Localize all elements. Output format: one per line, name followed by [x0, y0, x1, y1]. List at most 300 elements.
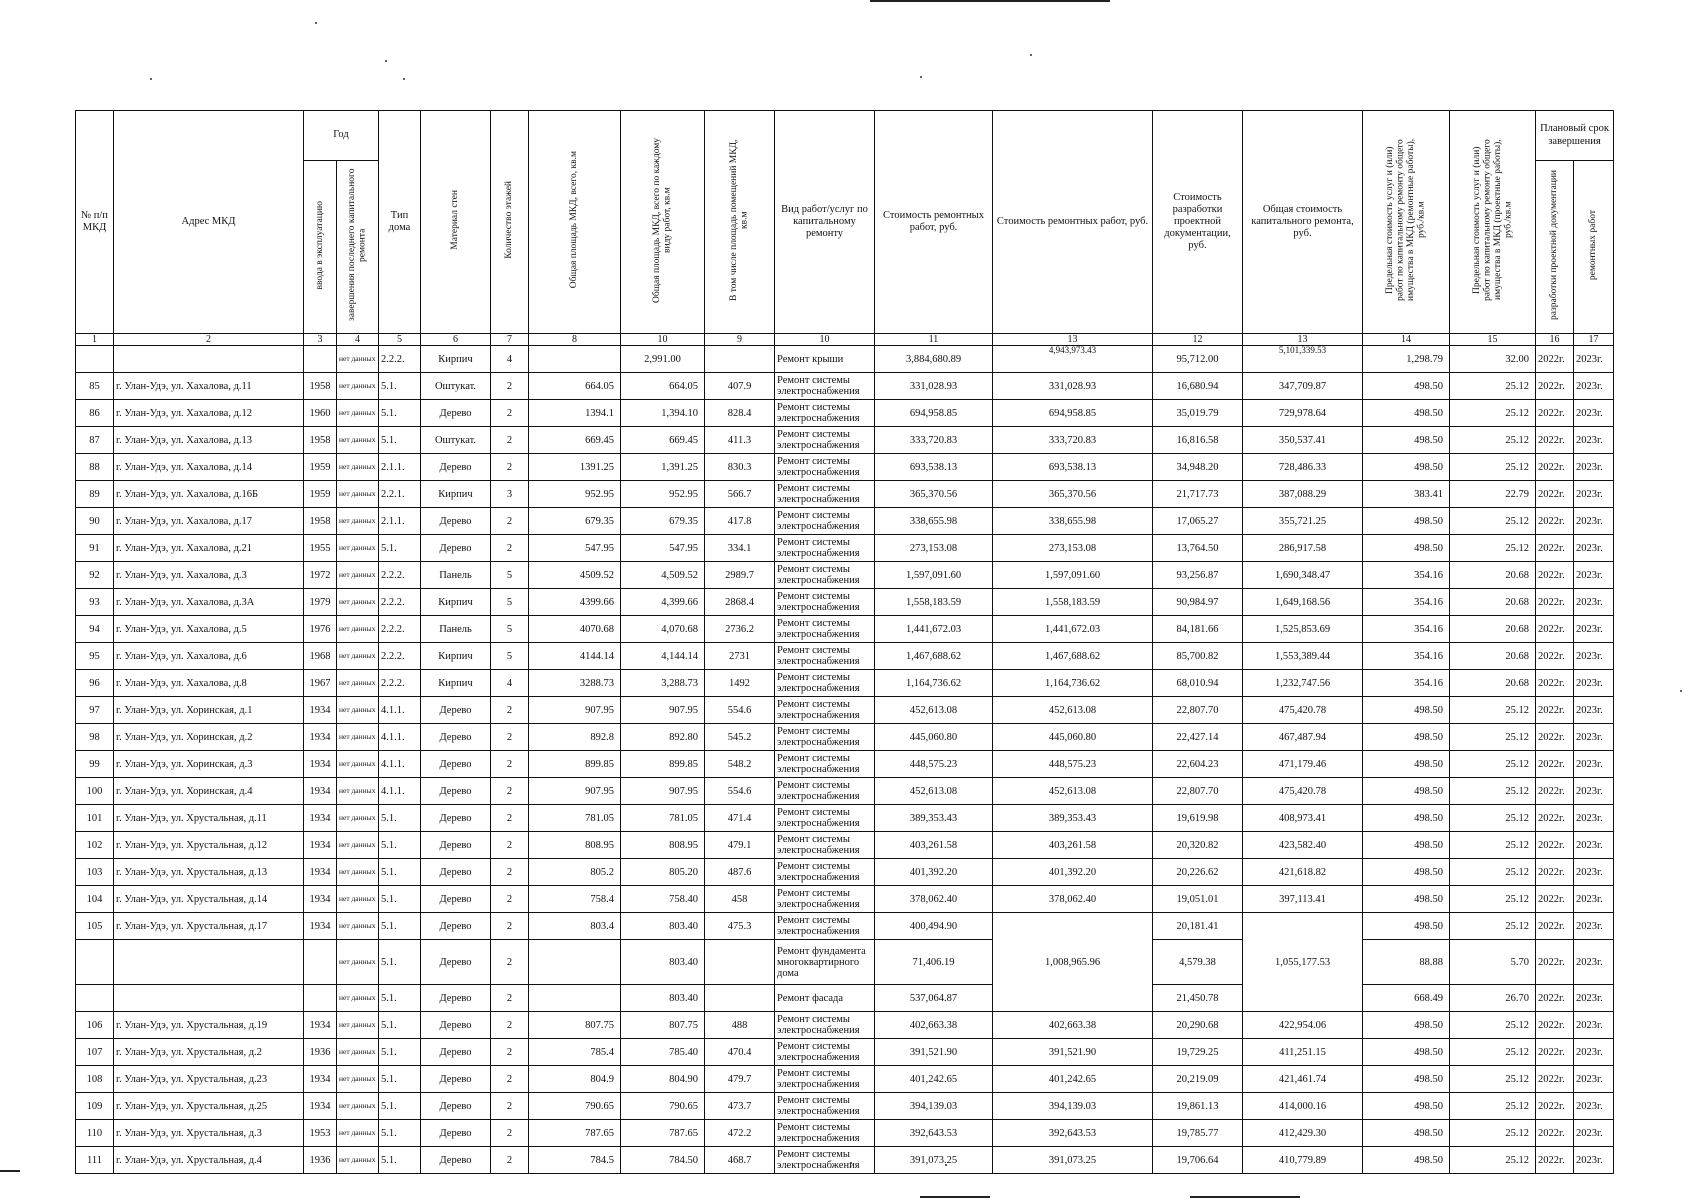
floors-cell: 2	[491, 859, 529, 886]
total-cost-cell: 421,461.74	[1243, 1066, 1363, 1093]
plan-repair-cell: 2023г.	[1574, 427, 1614, 454]
table-row	[76, 751, 1614, 778]
year-cell: 1968	[304, 643, 337, 670]
walls-cell: Кирпич	[421, 670, 491, 697]
last-repair-cell: нет данных	[337, 985, 379, 1012]
premises-cell	[705, 985, 775, 1012]
total-area-cell: 899.85	[529, 751, 621, 778]
plan-repair-cell: 2023г.	[1574, 1147, 1614, 1174]
cost-cell: 401,392.20	[875, 859, 993, 886]
scan-dot	[403, 78, 405, 80]
plan-repair-cell: 2023г.	[1574, 346, 1614, 373]
last-repair-cell: нет данных	[337, 832, 379, 859]
cost2-cell: 273,153.08	[993, 535, 1153, 562]
total-area-cell: 790.65	[529, 1093, 621, 1120]
limit-design-cell: 25.12	[1450, 778, 1536, 805]
type-cell: 2.2.1.	[379, 481, 421, 508]
walls-cell: Оштукат.	[421, 427, 491, 454]
row-number-cell: 97	[76, 697, 114, 724]
design-cell: 21,450.78	[1153, 985, 1243, 1012]
row-number-cell: 96	[76, 670, 114, 697]
cost-cell: 403,261.58	[875, 832, 993, 859]
total-cost-cell: 347,709.87	[1243, 373, 1363, 400]
header-planned-design: разработки проектной документации	[1536, 161, 1574, 334]
premises-cell: 566.7	[705, 481, 775, 508]
type-cell: 5.1.	[379, 859, 421, 886]
cost2-cell: 402,663.38	[993, 1012, 1153, 1039]
total-area-cell: 787.65	[529, 1120, 621, 1147]
limit-design-cell: 25.12	[1450, 805, 1536, 832]
year-cell: 1934	[304, 778, 337, 805]
type-cell: 2.2.2.	[379, 616, 421, 643]
limit-repair-cell: 498.50	[1363, 913, 1450, 940]
limit-design-cell: 25.12	[1450, 859, 1536, 886]
cost2-cell: 378,062.40	[993, 886, 1153, 913]
year-cell: 1934	[304, 832, 337, 859]
type-cell: 5.1.	[379, 373, 421, 400]
limit-repair-cell: 498.50	[1363, 508, 1450, 535]
cost-cell: 1,164,736.62	[875, 670, 993, 697]
walls-cell: Дерево	[421, 1147, 491, 1174]
limit-repair-cell: 498.50	[1363, 859, 1450, 886]
area-cell: 952.95	[621, 481, 705, 508]
floors-cell: 5	[491, 589, 529, 616]
type-cell: 5.1.	[379, 535, 421, 562]
type-cell: 5.1.	[379, 427, 421, 454]
address-cell: г. Улан-Удэ, ул. Хоринская, д.3	[114, 751, 304, 778]
plan-repair-cell: 2023г.	[1574, 643, 1614, 670]
plan-repair-cell: 2023г.	[1574, 985, 1614, 1012]
work-type-cell: Ремонт фасада	[775, 985, 875, 1012]
total-area-cell: 3288.73	[529, 670, 621, 697]
cost2-cell: 401,242.65	[993, 1066, 1153, 1093]
floors-cell: 2	[491, 454, 529, 481]
header-cost-design: Стоимость разработки проектной документации, руб.	[1153, 111, 1243, 334]
premises-cell: 488	[705, 1012, 775, 1039]
row-number-cell: 91	[76, 535, 114, 562]
total-area-cell	[529, 940, 621, 985]
plan-design-cell: 2022г.	[1536, 913, 1574, 940]
row-number-cell: 93	[76, 589, 114, 616]
walls-cell: Панель	[421, 562, 491, 589]
total-cost-cell: 475,420.78	[1243, 697, 1363, 724]
address-cell: г. Улан-Удэ, ул. Хахалова, д.16Б	[114, 481, 304, 508]
limit-design-cell: 25.12	[1450, 1039, 1536, 1066]
year-cell	[304, 940, 337, 985]
floors-cell: 2	[491, 535, 529, 562]
total-cost-cell: 408,973.41	[1243, 805, 1363, 832]
limit-design-cell: 25.12	[1450, 1012, 1536, 1039]
cost2-cell: 1,008,965.96	[993, 913, 1153, 1012]
row-number-cell: 106	[76, 1012, 114, 1039]
limit-design-cell: 20.68	[1450, 589, 1536, 616]
design-cell: 13,764.50	[1153, 535, 1243, 562]
type-cell: 4.1.1.	[379, 697, 421, 724]
floors-cell: 2	[491, 1120, 529, 1147]
table-row	[76, 481, 1614, 508]
address-cell: г. Улан-Удэ, ул. Хрустальная, д.4	[114, 1147, 304, 1174]
scan-dot	[920, 76, 922, 78]
year-cell: 1960	[304, 400, 337, 427]
premises-cell: 472.2	[705, 1120, 775, 1147]
cost2-cell: 1,441,672.03	[993, 616, 1153, 643]
row-number-cell	[76, 940, 114, 985]
total-cost-cell: 397,113.41	[1243, 886, 1363, 913]
walls-cell: Дерево	[421, 886, 491, 913]
total-cost-cell: 728,486.33	[1243, 454, 1363, 481]
premises-cell: 407.9	[705, 373, 775, 400]
limit-design-cell: 25.12	[1450, 535, 1536, 562]
limit-repair-cell: 498.50	[1363, 1012, 1450, 1039]
column-number: 10	[621, 334, 705, 346]
limit-repair-cell: 498.50	[1363, 724, 1450, 751]
premises-cell: 473.7	[705, 1093, 775, 1120]
total-area-cell: 1394.1	[529, 400, 621, 427]
last-repair-cell: нет данных	[337, 724, 379, 751]
floors-cell: 5	[491, 643, 529, 670]
area-cell: 781.05	[621, 805, 705, 832]
header-total-cost: Общая стоимость капитального ремонта, руб.	[1243, 111, 1363, 334]
total-cost-cell: 1,649,168.56	[1243, 589, 1363, 616]
design-cell: 4,579.38	[1153, 940, 1243, 985]
type-cell: 4.1.1.	[379, 724, 421, 751]
type-cell: 5.1.	[379, 1147, 421, 1174]
table-row	[76, 643, 1614, 670]
premises-cell: 828.4	[705, 400, 775, 427]
type-cell: 4.1.1.	[379, 751, 421, 778]
header-year: Год	[304, 111, 379, 161]
plan-repair-cell: 2023г.	[1574, 1120, 1614, 1147]
limit-design-cell: 25.12	[1450, 913, 1536, 940]
cost2-cell: 693,538.13	[993, 454, 1153, 481]
table-row	[76, 427, 1614, 454]
address-cell: г. Улан-Удэ, ул. Хахалова, д.6	[114, 643, 304, 670]
plan-design-cell: 2022г.	[1536, 1093, 1574, 1120]
plan-repair-cell: 2023г.	[1574, 940, 1614, 985]
area-cell: 804.90	[621, 1066, 705, 1093]
limit-repair-cell: 498.50	[1363, 1120, 1450, 1147]
premises-cell: 830.3	[705, 454, 775, 481]
address-cell: г. Улан-Удэ, ул. Хрустальная, д.2	[114, 1039, 304, 1066]
table-row	[76, 535, 1614, 562]
total-area-cell: 892.8	[529, 724, 621, 751]
cost-cell: 1,441,672.03	[875, 616, 993, 643]
work-type-cell: Ремонт системы электроснабжения	[775, 886, 875, 913]
limit-repair-cell: 498.50	[1363, 805, 1450, 832]
cost-cell: 537,064.87	[875, 985, 993, 1012]
column-number: 11	[875, 334, 993, 346]
work-type-cell: Ремонт системы электроснабжения	[775, 859, 875, 886]
cost2-cell: 365,370.56	[993, 481, 1153, 508]
work-type-cell: Ремонт системы электроснабжения	[775, 778, 875, 805]
row-number-cell: 107	[76, 1039, 114, 1066]
total-area-cell: 907.95	[529, 697, 621, 724]
work-type-cell: Ремонт системы электроснабжения	[775, 373, 875, 400]
type-cell: 5.1.	[379, 1093, 421, 1120]
year-cell: 1958	[304, 427, 337, 454]
column-number: 12	[1153, 334, 1243, 346]
work-type-cell: Ремонт системы электроснабжения	[775, 1120, 875, 1147]
plan-design-cell: 2022г.	[1536, 886, 1574, 913]
walls-cell: Дерево	[421, 859, 491, 886]
plan-design-cell: 2022г.	[1536, 697, 1574, 724]
design-cell: 84,181.66	[1153, 616, 1243, 643]
limit-design-cell: 25.12	[1450, 832, 1536, 859]
column-number: 6	[421, 334, 491, 346]
total-area-cell	[529, 985, 621, 1012]
cost2-cell: 1,597,091.60	[993, 562, 1153, 589]
cost2-cell: 1,467,688.62	[993, 643, 1153, 670]
cost2-cell: 389,353.43	[993, 805, 1153, 832]
table-row	[76, 670, 1614, 697]
walls-cell: Дерево	[421, 724, 491, 751]
area-cell: 803.40	[621, 913, 705, 940]
last-repair-cell: нет данных	[337, 454, 379, 481]
work-type-cell: Ремонт системы электроснабжения	[775, 697, 875, 724]
walls-cell: Дерево	[421, 535, 491, 562]
plan-repair-cell: 2023г.	[1574, 913, 1614, 940]
area-cell: 907.95	[621, 778, 705, 805]
design-cell: 17,065.27	[1153, 508, 1243, 535]
year-cell: 1934	[304, 751, 337, 778]
premises-cell: 475.3	[705, 913, 775, 940]
plan-design-cell: 2022г.	[1536, 454, 1574, 481]
premises-cell: 554.6	[705, 778, 775, 805]
table-row	[76, 985, 1614, 1012]
design-cell: 34,948.20	[1153, 454, 1243, 481]
column-number: 2	[114, 334, 304, 346]
year-cell: 1934	[304, 1093, 337, 1120]
plan-design-cell: 2022г.	[1536, 643, 1574, 670]
address-cell: г. Улан-Удэ, ул. Хрустальная, д.3	[114, 1120, 304, 1147]
type-cell: 5.1.	[379, 1012, 421, 1039]
plan-design-cell: 2022г.	[1536, 1066, 1574, 1093]
row-number-cell: 88	[76, 454, 114, 481]
floors-cell: 2	[491, 697, 529, 724]
row-number-cell: 100	[76, 778, 114, 805]
type-cell: 5.1.	[379, 913, 421, 940]
total-area-cell: 4399.66	[529, 589, 621, 616]
design-cell: 35,019.79	[1153, 400, 1243, 427]
total-cost-cell: 1,055,177.53	[1243, 913, 1363, 1012]
total-area-cell: 4509.52	[529, 562, 621, 589]
limit-repair-cell: 498.50	[1363, 427, 1450, 454]
cost-cell: 338,655.98	[875, 508, 993, 535]
cost2-cell: 392,643.53	[993, 1120, 1153, 1147]
cost-cell: 401,242.65	[875, 1066, 993, 1093]
last-repair-cell: нет данных	[337, 751, 379, 778]
total-cost-cell: 423,582.40	[1243, 832, 1363, 859]
row-number-cell: 99	[76, 751, 114, 778]
cost2-cell: 391,073.25	[993, 1147, 1153, 1174]
year-cell: 1934	[304, 724, 337, 751]
premises-cell: 479.7	[705, 1066, 775, 1093]
design-cell: 16,680.94	[1153, 373, 1243, 400]
area-cell: 790.65	[621, 1093, 705, 1120]
cost2-cell: 403,261.58	[993, 832, 1153, 859]
cost-cell: 392,643.53	[875, 1120, 993, 1147]
limit-design-cell: 25.12	[1450, 1120, 1536, 1147]
floors-cell: 3	[491, 481, 529, 508]
last-repair-cell: нет данных	[337, 697, 379, 724]
last-repair-cell: нет данных	[337, 400, 379, 427]
limit-design-cell: 20.68	[1450, 643, 1536, 670]
plan-design-cell: 2022г.	[1536, 1039, 1574, 1066]
total-area-cell: 781.05	[529, 805, 621, 832]
column-number: 13	[993, 334, 1153, 346]
cost2-cell: 445,060.80	[993, 724, 1153, 751]
total-cost-cell: 414,000.16	[1243, 1093, 1363, 1120]
plan-design-cell: 2022г.	[1536, 778, 1574, 805]
table-row	[76, 1147, 1614, 1174]
walls-cell: Дерево	[421, 1066, 491, 1093]
last-repair-cell: нет данных	[337, 1120, 379, 1147]
limit-design-cell: 20.68	[1450, 670, 1536, 697]
table-row	[76, 562, 1614, 589]
total-cost-cell: 729,978.64	[1243, 400, 1363, 427]
premises-cell: 2731	[705, 643, 775, 670]
year-cell: 1972	[304, 562, 337, 589]
row-number-cell: 95	[76, 643, 114, 670]
row-number-cell: 87	[76, 427, 114, 454]
area-cell: 4,144.14	[621, 643, 705, 670]
cost2-cell: 331,028.93	[993, 373, 1153, 400]
floors-cell: 2	[491, 751, 529, 778]
cost-cell: 273,153.08	[875, 535, 993, 562]
walls-cell: Кирпич	[421, 643, 491, 670]
premises-cell: 2736.2	[705, 616, 775, 643]
plan-design-cell: 2022г.	[1536, 1147, 1574, 1174]
walls-cell: Дерево	[421, 940, 491, 985]
limit-repair-cell: 498.50	[1363, 535, 1450, 562]
column-number: 13	[1243, 334, 1363, 346]
walls-cell: Дерево	[421, 832, 491, 859]
cost-cell: 400,494.90	[875, 913, 993, 940]
walls-cell: Кирпич	[421, 346, 491, 373]
limit-design-cell: 25.12	[1450, 454, 1536, 481]
row-number-cell: 108	[76, 1066, 114, 1093]
type-cell: 5.1.	[379, 1120, 421, 1147]
year-cell: 1936	[304, 1039, 337, 1066]
cost2-cell: 1,164,736.62	[993, 670, 1153, 697]
address-cell: г. Улан-Удэ, ул. Хахалова, д.21	[114, 535, 304, 562]
cost-cell: 394,139.03	[875, 1093, 993, 1120]
total-cost-cell: 471,179.46	[1243, 751, 1363, 778]
plan-repair-cell: 2023г.	[1574, 535, 1614, 562]
row-number-cell: 102	[76, 832, 114, 859]
plan-repair-cell: 2023г.	[1574, 508, 1614, 535]
walls-cell: Дерево	[421, 697, 491, 724]
total-cost-cell: 421,618.82	[1243, 859, 1363, 886]
column-number: 10	[775, 334, 875, 346]
table-row	[76, 805, 1614, 832]
plan-design-cell: 2022г.	[1536, 805, 1574, 832]
row-number-cell: 104	[76, 886, 114, 913]
address-cell: г. Улан-Удэ, ул. Хахалова, д.12	[114, 400, 304, 427]
area-cell: 4,399.66	[621, 589, 705, 616]
header-limit-repair: Предельная стоимость услуг и (или) работ по капитальному ремонту общего имущества в МКД (ремонтные работы), руб./кв.м	[1363, 111, 1450, 334]
work-type-cell: Ремонт системы электроснабжения	[775, 481, 875, 508]
area-cell: 4,509.52	[621, 562, 705, 589]
last-repair-cell: нет данных	[337, 373, 379, 400]
design-cell: 90,984.97	[1153, 589, 1243, 616]
total-area-cell: 4070.68	[529, 616, 621, 643]
cost-cell: 452,613.08	[875, 778, 993, 805]
year-cell: 1934	[304, 1012, 337, 1039]
work-type-cell: Ремонт системы электроснабжения	[775, 589, 875, 616]
last-repair-cell: нет данных	[337, 805, 379, 832]
cost-cell: 452,613.08	[875, 697, 993, 724]
walls-cell: Оштукат.	[421, 373, 491, 400]
address-cell: г. Улан-Удэ, ул. Хахалова, д.5	[114, 616, 304, 643]
column-number: 3	[304, 334, 337, 346]
area-cell: 669.45	[621, 427, 705, 454]
total-area-cell: 4144.14	[529, 643, 621, 670]
design-cell: 19,706.64	[1153, 1147, 1243, 1174]
total-cost-cell: 1,232,747.56	[1243, 670, 1363, 697]
plan-design-cell: 2022г.	[1536, 562, 1574, 589]
plan-repair-cell: 2023г.	[1574, 1012, 1614, 1039]
limit-design-cell: 22.79	[1450, 481, 1536, 508]
total-area-cell: 907.95	[529, 778, 621, 805]
total-cost-cell: 412,429.30	[1243, 1120, 1363, 1147]
header-floors: Количество этажей	[491, 111, 529, 334]
type-cell: 2.1.1.	[379, 508, 421, 535]
total-area-cell: 803.4	[529, 913, 621, 940]
limit-repair-cell: 498.50	[1363, 1066, 1450, 1093]
cost2-cell: 4,943,973.43	[993, 346, 1153, 373]
plan-repair-cell: 2023г.	[1574, 400, 1614, 427]
floors-cell: 2	[491, 1039, 529, 1066]
row-number-cell: 111	[76, 1147, 114, 1174]
plan-design-cell: 2022г.	[1536, 859, 1574, 886]
limit-repair-cell: 354.16	[1363, 562, 1450, 589]
year-cell: 1934	[304, 913, 337, 940]
work-type-cell: Ремонт системы электроснабжения	[775, 1093, 875, 1120]
cost-cell: 71,406.19	[875, 940, 993, 985]
area-cell: 664.05	[621, 373, 705, 400]
premises-cell: 1492	[705, 670, 775, 697]
last-repair-cell: нет данных	[337, 1012, 379, 1039]
last-repair-cell: нет данных	[337, 1066, 379, 1093]
total-cost-cell: 475,420.78	[1243, 778, 1363, 805]
type-cell: 5.1.	[379, 886, 421, 913]
work-type-cell: Ремонт системы электроснабжения	[775, 508, 875, 535]
floors-cell: 2	[491, 724, 529, 751]
limit-repair-cell: 354.16	[1363, 670, 1450, 697]
premises-cell: 334.1	[705, 535, 775, 562]
limit-design-cell: 25.12	[1450, 1093, 1536, 1120]
limit-repair-cell: 498.50	[1363, 886, 1450, 913]
last-repair-cell: нет данных	[337, 562, 379, 589]
address-cell: г. Улан-Удэ, ул. Хрустальная, д.23	[114, 1066, 304, 1093]
floors-cell: 4	[491, 670, 529, 697]
total-area-cell: 1391.25	[529, 454, 621, 481]
type-cell: 4.1.1.	[379, 778, 421, 805]
type-cell: 2.2.2.	[379, 346, 421, 373]
design-cell: 68,010.94	[1153, 670, 1243, 697]
address-cell: г. Улан-Удэ, ул. Хрустальная, д.11	[114, 805, 304, 832]
premises-cell: 479.1	[705, 832, 775, 859]
total-cost-cell: 5,101,339.53	[1243, 346, 1363, 373]
walls-cell: Дерево	[421, 508, 491, 535]
table-row	[76, 400, 1614, 427]
limit-design-cell: 25.12	[1450, 1147, 1536, 1174]
cost-cell: 391,521.90	[875, 1039, 993, 1066]
limit-design-cell: 25.12	[1450, 427, 1536, 454]
row-number-cell: 101	[76, 805, 114, 832]
total-cost-cell: 422,954.06	[1243, 1012, 1363, 1039]
